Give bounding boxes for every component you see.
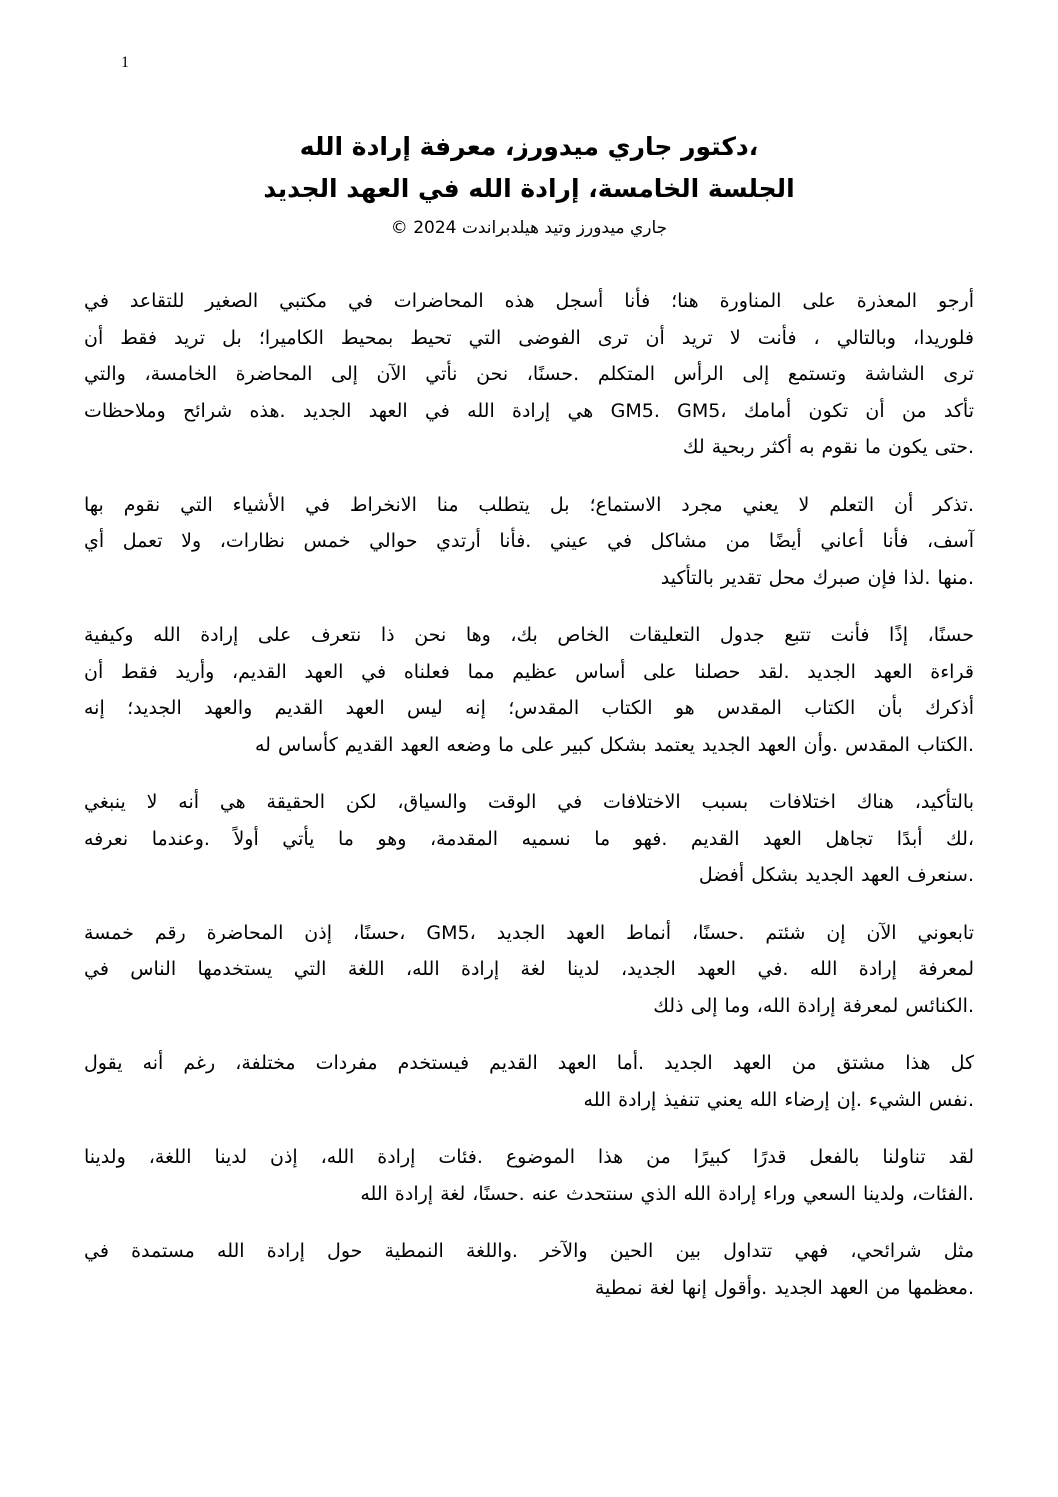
document-header (0, 0, 1058, 241)
text-line: .تذكر أن التعلم لا يعني مجرد الاستماع؛ بل يتطلب منا الانخراط في الأشياء التي نقوم بها (84, 493, 974, 516)
document-title-line1: ،دكتور جاري ميدورز، معرفة إرادة الله (299, 132, 759, 161)
text-line: .حتى يكون ما نقوم به أكثر ربحية لك (682, 436, 974, 458)
paragraph (84, 487, 974, 597)
text-line: .الفئات، ولدينا السعي وراء إرادة الله الذي سنتحدث عنه .حسنًا، لغة إرادة الله (360, 1182, 974, 1205)
text-line: فلوريدا، وبالتالي ، فأنت لا تريد أن ترى الفوضى التي تحيط بمحيط الكاميرا؛ بل تريد فقط أن (84, 326, 974, 349)
copyright-byline: جاري ميدورز وتيد هيلدبراندت 2024 © (390, 218, 668, 238)
text-line: آسف، فأنا أعاني أيضًا من مشاكل في عيني .فأنا أرتدي حوالي خمس نظارات، ولا تعمل أي (84, 530, 974, 552)
text-line: قراءة العهد الجديد .لقد حصلنا على أساس عظيم مما فعلناه في العهد القديم، وأريد فقط أن (84, 660, 974, 683)
text-line: .نفس الشيء .إن إرضاء الله يعني تنفيذ إرادة الله (583, 1088, 974, 1111)
text-line: كل هذا مشتق من العهد الجديد .أما العهد القديم فيستخدم مفردات مختلفة، رغم أنه يقول (84, 1052, 974, 1074)
text-line: أرجو المعذرة على المناورة هنا؛ فأنا أسجل هذه المحاضرات في مكتبي الصغير للتقاعد في (84, 290, 974, 312)
text-line: ترى الشاشة وتستمع إلى الرأس المتكلم .حسنًا، نحن نأتي الآن إلى المحاضرة الخامسة، والتي (84, 363, 974, 385)
paragraph (84, 915, 974, 1025)
text-line: .منها .لذا فإن صبرك محل تقدير بالتأكيد (660, 566, 974, 589)
document-body (84, 283, 974, 1306)
text-line: لمعرفة إرادة الله .في العهد الجديد، لدينا لغة إرادة الله، اللغة التي يستخدمها الناس في (84, 958, 974, 980)
document-title-line2: الجلسة الخامسة، إرادة الله في العهد الجديد (263, 174, 795, 203)
text-line: .الكنائس لمعرفة إرادة الله، وما إلى ذلك (653, 994, 974, 1017)
text-line: تأكد من أن تكون أمامك ،GM5. GM5 هي إرادة الله في العهد الجديد .هذه شرائح وملاحظات (84, 399, 974, 422)
text-line: حسنًا، إذًا فأنت تتبع جدول التعليقات الخاص بك، وها نحن ذا نتعرف على إرادة الله وكيفية (84, 624, 974, 646)
page-number: 1 (121, 54, 129, 71)
text-line: أذكرك بأن الكتاب المقدس هو الكتاب المقدس؛ إنه ليس العهد القديم والعهد الجديد؛ إنه (84, 697, 974, 719)
text-line: لقد تناولنا بالفعل قدرًا كبيرًا من هذا الموضوع .فئات إرادة الله، إذن لدينا اللغة، ولدينا (84, 1146, 974, 1168)
paragraph (84, 283, 974, 466)
text-line: .معظمها من العهد الجديد .وأقول إنها لغة نمطية (594, 1276, 974, 1299)
text-line: تابعوني الآن إن شئتم .حسنًا، أنماط العهد الجديد ،GM5 ،حسنًا، إذن المحاضرة رقم خمسة (84, 921, 974, 944)
paragraph (84, 1139, 974, 1212)
paragraph (84, 784, 974, 894)
text-line: ،لك أبدًا تجاهل العهد القديم .فهو ما نسميه المقدمة، وهو ما يأتي أولاً .وعندما نعرفه (84, 827, 974, 850)
paragraph (84, 1233, 974, 1306)
paragraph (84, 1045, 974, 1118)
paragraph (84, 617, 974, 763)
text-line: بالتأكيد، هناك اختلافات بسبب الاختلافات في الوقت والسياق، لكن الحقيقة هي أنه لا ينبغي (84, 791, 974, 813)
text-line: مثل شرائحي، فهي تتداول بين الحين والآخر .واللغة النمطية حول إرادة الله مستمدة في (84, 1240, 974, 1262)
text-line: .سنعرف العهد الجديد بشكل أفضل (698, 864, 974, 886)
text-line: .الكتاب المقدس .وأن العهد الجديد يعتمد بشكل كبير على ما وضعه العهد القديم كأساس له (255, 733, 974, 756)
